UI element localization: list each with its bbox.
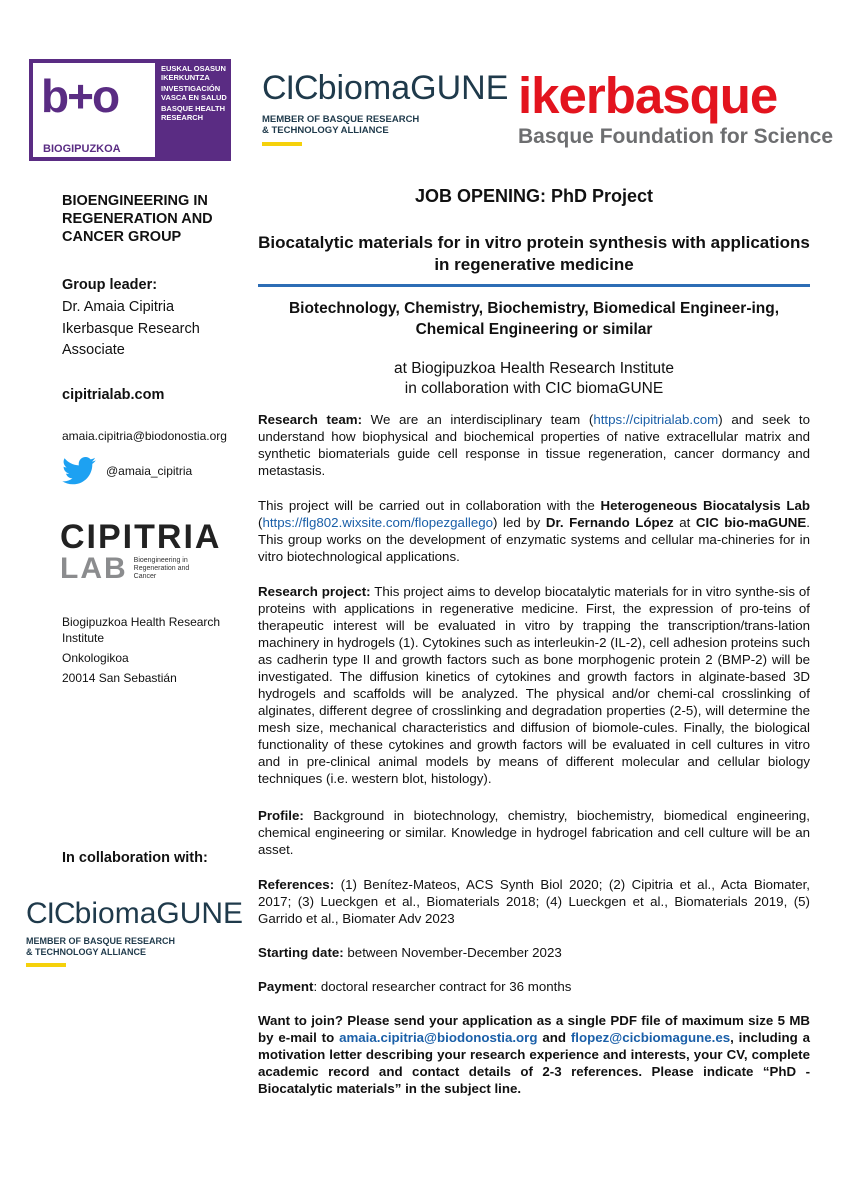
- email-link-cipitria[interactable]: amaia.cipitria@biodonostia.org: [339, 1030, 538, 1045]
- starting-date-text: between November-December 2023: [343, 945, 562, 960]
- cic-biomagune-logo-bottom: [26, 898, 243, 967]
- ikerbasque-name: ikerbasque: [518, 67, 778, 124]
- biocatalysis-lab-link[interactable]: https://flg802.wixsite.com/flopezgallego: [262, 515, 494, 530]
- research-team-text-2: ) and seek to understand how biophysical and biochemical properties of native extracellular matrix and synthetic biomaterials guide cell response in tissue regeneration, cancer dormancy and metastasis.: [258, 412, 811, 478]
- job-title: JOB OPENING: PhD Project: [414, 186, 654, 206]
- starting-date-paragraph: [258, 944, 810, 961]
- collaboration-paragraph: [258, 497, 810, 565]
- group-name: BIOENGINEERING IN REGENERATION AND CANCER GROUP: [62, 193, 213, 245]
- biogipuzkoa-mark-panel: [33, 63, 155, 157]
- application-paragraph: [258, 1012, 810, 1097]
- cipitria-logo-tagline: Bioengineering in Regeneration and Cancer: [133, 557, 190, 580]
- payment-label: Payment: [258, 979, 314, 994]
- cipitria-logo-lab-row: [60, 554, 220, 584]
- collab-text-4: at: [673, 515, 696, 530]
- application-text-1: Want to join? Please send your application as a single PDF file of maximum size 5 MB by e-mail to: [258, 1013, 810, 1045]
- group-leader-name: Dr. Amaia Cipitria: [62, 299, 175, 315]
- cic-biomagune-logo-top: [262, 70, 508, 146]
- biogipuzkoa-lines: [161, 65, 227, 125]
- twitter-handle: @amaia_cipitria: [106, 464, 193, 478]
- collab-text-5: . This group works on the development of enzymatic systems and cellular ma-chineries for in vitro biotechnological applications.: [258, 515, 810, 564]
- cic-yellow-bar-bottom: [26, 963, 66, 967]
- cipitria-lab-logo: [60, 520, 220, 584]
- cic-sub-line1: MEMBER OF BASQUE RESEARCH: [262, 114, 420, 125]
- collab-institution: CIC bio-maGUNE: [695, 515, 807, 530]
- gune-text: GUNE: [410, 69, 509, 107]
- cipitria-logo-text: CIPITRIA: [60, 518, 222, 556]
- cipitria-logo-lab: LAB: [60, 552, 128, 585]
- research-team-paragraph: [258, 411, 810, 479]
- collab-text-3: ) led by: [493, 515, 546, 530]
- cic-wordmark: [262, 70, 508, 106]
- cic-text: CIC: [262, 69, 318, 107]
- biogipuzkoa-name: [43, 143, 121, 155]
- starting-date-label: Starting date:: [258, 945, 344, 960]
- profile-text: Background in biotechnology, chemistry, biochemistry, biomedical engineering, chemical engineering or similar. Knowledge in hydrogel fabrication and cell culture will be an asset.: [258, 808, 810, 857]
- research-team-text-1: We are an interdisciplinary team (: [362, 412, 594, 427]
- cic-sub-line2: & TECHNOLOGY ALLIANCE: [262, 125, 389, 136]
- cic-wordmark-bottom: [26, 898, 243, 930]
- application-text-3: , including a motivation letter describing your research experience and interests, your CV, complete academic record and contact details of 2-3 references. Please indicate “PhD - Biocatalytic materials” in the subject line.: [258, 1030, 810, 1096]
- collab-lab-name: Heterogeneous Biocatalysis Lab: [600, 498, 810, 513]
- cic-yellow-bar: [262, 142, 302, 146]
- payment-text: : doctoral researcher contract for 36 months: [313, 979, 572, 994]
- address-city: 20014 San Sebastián: [62, 671, 177, 685]
- location-line2: in collaboration with CIC biomaGUNE: [404, 380, 664, 397]
- biogipuzkoa-name-rest: GIPUZKOA: [62, 143, 121, 155]
- twitter-icon: [62, 457, 96, 485]
- address-building: Onkologikoa: [62, 651, 129, 665]
- biogipuzkoa-line-eu: EUSKAL OSASUN IKERKUNTZA: [161, 64, 226, 82]
- location-line1: at Biogipuzkoa Health Research Institute: [393, 360, 675, 377]
- location: [258, 359, 810, 399]
- gune-text: GUNE: [156, 897, 244, 930]
- disciplines: Biotechnology, Chemistry, Biochemistry, Biomedical Engineer-ing, Chemical Engineering or similar: [288, 300, 780, 338]
- references-label: References:: [258, 877, 335, 892]
- profile-label: Profile:: [258, 808, 304, 823]
- lab-website[interactable]: cipitrialab.com: [62, 387, 165, 403]
- cic-sub-line2-bottom: & TECHNOLOGY ALLIANCE: [26, 947, 147, 957]
- research-project-label: Research project:: [258, 584, 371, 599]
- collab-text-1: This project will be carried out in collaboration with the: [258, 498, 601, 513]
- references-paragraph: [258, 876, 810, 927]
- collab-text-2: (: [258, 515, 263, 530]
- references-text: (1) Benítez-Mateos, ACS Synth Biol 2020; (2) Cipitria et al., Acta Biomater, 2017; (3) Lueckgen et al., Biomaterials 2018; (4) Lueckgen et al., Biomaterials 2019, (5) Garrido et al., Biomater Adv 2023: [258, 877, 810, 926]
- collab-person: Dr. Fernando López: [545, 515, 674, 530]
- ikerbasque-logo: [518, 67, 834, 149]
- group-leader-label: Group leader:: [62, 277, 158, 293]
- biogipuzkoa-logo: [29, 59, 231, 161]
- group-leader-title: Ikerbasque Research Associate: [62, 321, 200, 358]
- email-link-lopez[interactable]: flopez@cicbiomagune.es: [570, 1030, 731, 1045]
- biogipuzkoa-line-es: INVESTIGACIÓN VASCA EN SALUD: [161, 84, 227, 102]
- biogipuzkoa-name-bio: BIO: [43, 143, 63, 155]
- collaboration-label: In collaboration with:: [62, 850, 208, 866]
- cic-sub-line1-bottom: MEMBER OF BASQUE RESEARCH: [26, 936, 176, 946]
- cipitrialab-link[interactable]: https://cipitrialab.com: [593, 412, 719, 427]
- payment-paragraph: [258, 978, 810, 995]
- biogipuzkoa-mark: b+o: [41, 70, 119, 122]
- cic-text: CIC: [26, 897, 75, 930]
- biogipuzkoa-line-en: BASQUE HEALTH RESEARCH: [161, 104, 226, 122]
- address-institute: Biogipuzkoa Health Research Institute: [62, 615, 221, 645]
- research-team-label: Research team:: [258, 412, 363, 427]
- contact-email[interactable]: amaia.cipitria@biodonostia.org: [62, 429, 227, 443]
- research-project-text: This project aims to develop biocatalytic materials for in vitro synthe-sis of proteins with applications in regenerative medicine. First, the expression of pro-teins of therapeutic interest will be evaluated in vitro by trapping the transcription/trans-lation machinery in hydrogels (1). Cytokines such as interleukin-2 (IL-2), cell adhesion proteins such as cadherin type II and growth factors such as bone morphogenic protein 2 (BMP-2) will be investigated. The diffusion kinetics of cytokines and growth factors in alginate-based 3D hydrogels and scaffolds will be analyzed. The physical and/or chemi-cal crosslinking of alginates, different degree of crosslinking and degradation properties (2-5), will determine the mesh size, mechanical characteristics and diffusion of biomole-cules. Finally, the biological functionality of these cytokines and growth factors will be evaluated in cell cultures in vitro and in pre-clinical animal models by means of different molecular and cellular biology techniques (i.e. western blot, histology).: [258, 584, 810, 786]
- title-divider: [258, 284, 810, 287]
- application-text-2: and: [537, 1030, 571, 1045]
- research-project-paragraph: [258, 583, 810, 787]
- project-title: Biocatalytic materials for in vitro protein synthesis with applications in regenerative medicine: [258, 233, 810, 274]
- ikerbasque-tagline: Basque Foundation for Science: [518, 125, 834, 148]
- bioma-text: bioma: [317, 69, 411, 107]
- twitter-row[interactable]: [62, 457, 192, 485]
- bioma-text: bioma: [74, 897, 157, 930]
- profile-paragraph: [258, 807, 810, 858]
